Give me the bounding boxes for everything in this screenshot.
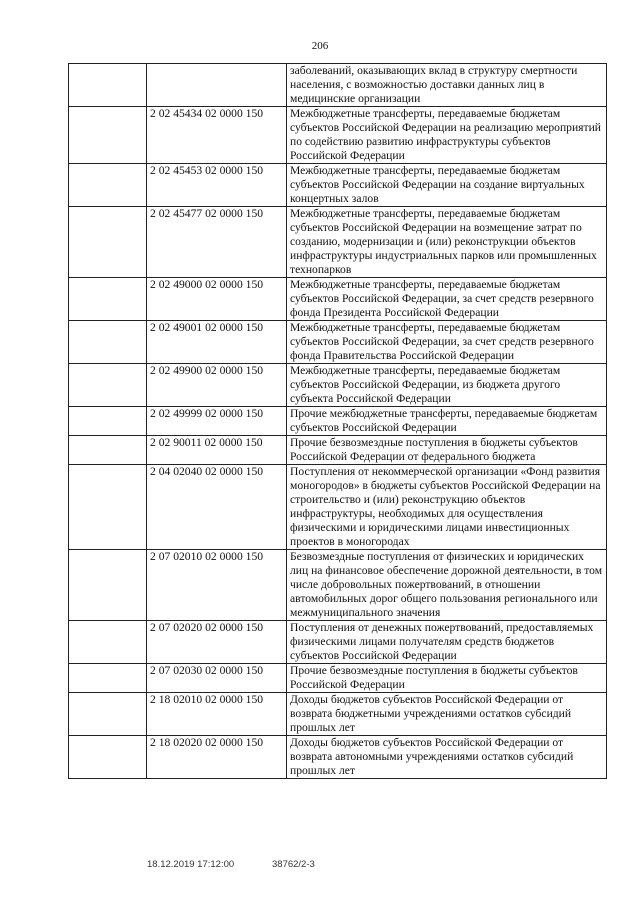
description-cell: Доходы бюджетов субъектов Российской Федерации от возврата бюджетными учреждениями остатков субсидий прошлых лет [287, 693, 607, 736]
table-row [69, 465, 607, 550]
code-cell: 2 02 45477 02 0000 150 [147, 207, 287, 278]
table-row [69, 407, 607, 436]
row-number-cell [69, 207, 147, 278]
description-cell: Поступления от денежных пожертвований, предоставляемых физическими лицами получателям средств бюджетов субъектов Российской Федерации [287, 621, 607, 664]
description-cell: заболеваний, оказывающих вклад в структуру смертности населения, с возможностью доставки данных лиц в медицинские организации [287, 64, 607, 107]
table-row [69, 321, 607, 364]
table-row [69, 693, 607, 736]
table-row [69, 278, 607, 321]
row-number-cell [69, 664, 147, 693]
table-row [69, 164, 607, 207]
row-number-cell [69, 64, 147, 107]
row-number-cell [69, 693, 147, 736]
row-number-cell [69, 550, 147, 621]
row-number-cell [69, 736, 147, 779]
table-row [69, 364, 607, 407]
table-row [69, 436, 607, 465]
row-number-cell [69, 321, 147, 364]
row-number-cell [69, 436, 147, 465]
table-row [69, 664, 607, 693]
row-number-cell [69, 621, 147, 664]
code-cell: 2 02 49900 02 0000 150 [147, 364, 287, 407]
row-number-cell [69, 164, 147, 207]
table-row [69, 107, 607, 164]
code-cell: 2 02 90011 02 0000 150 [147, 436, 287, 465]
code-cell: 2 02 49001 02 0000 150 [147, 321, 287, 364]
row-number-cell [69, 107, 147, 164]
code-cell: 2 07 02010 02 0000 150 [147, 550, 287, 621]
row-number-cell [69, 278, 147, 321]
description-cell: Прочие безвозмездные поступления в бюджеты субъектов Российской Федерации от федерального бюджета [287, 436, 607, 465]
row-number-cell [69, 364, 147, 407]
code-cell: 2 02 45434 02 0000 150 [147, 107, 287, 164]
description-cell: Доходы бюджетов субъектов Российской Федерации от возврата автономными учреждениями остатков субсидий прошлых лет [287, 736, 607, 779]
description-cell: Поступления от некоммерческой организации «Фонд развития моногородов» в бюджеты субъектов Российской Федерации на строительство и (или) реконструкцию объектов инфраструктуры, необходимых для осуществления физическими и юридическими лицами инвестиционных проектов в моногородах [287, 465, 607, 550]
footer-timestamp: 18.12.2019 17:12:00 [147, 859, 235, 870]
table-row [69, 736, 607, 779]
code-cell: 2 04 02040 02 0000 150 [147, 465, 287, 550]
page-number: 206 [311, 40, 329, 52]
table-row [69, 64, 607, 107]
code-cell: 2 07 02030 02 0000 150 [147, 664, 287, 693]
code-cell: 2 18 02010 02 0000 150 [147, 693, 287, 736]
description-cell: Прочие безвозмездные поступления в бюджеты субъектов Российской Федерации [287, 664, 607, 693]
description-cell: Прочие межбюджетные трансферты, передаваемые бюджетам субъектов Российской Федерации [287, 407, 607, 436]
description-cell: Межбюджетные трансферты, передаваемые бюджетам субъектов Российской Федерации, из бюджета другого субъекта Российской Федерации [287, 364, 607, 407]
code-cell: 2 02 49000 02 0000 150 [147, 278, 287, 321]
code-cell: 2 18 02020 02 0000 150 [147, 736, 287, 779]
description-cell: Межбюджетные трансферты, передаваемые бюджетам субъектов Российской Федерации на создание виртуальных концертных залов [287, 164, 607, 207]
row-number-cell [69, 407, 147, 436]
table-row [69, 207, 607, 278]
description-cell: Межбюджетные трансферты, передаваемые бюджетам субъектов Российской Федерации на возмещение затрат по созданию, модернизации и (или) реконструкции объектов инфраструктуры индустриальных парков или промышленных технопарков [287, 207, 607, 278]
description-cell: Межбюджетные трансферты, передаваемые бюджетам субъектов Российской Федерации, за счет средств резервного фонда Президента Российской Федерации [287, 278, 607, 321]
code-cell: 2 07 02020 02 0000 150 [147, 621, 287, 664]
budget-codes-table [68, 63, 607, 779]
table-row [69, 621, 607, 664]
code-cell: 2 02 49999 02 0000 150 [147, 407, 287, 436]
table-row [69, 550, 607, 621]
description-cell: Безвозмездные поступления от физических и юридических лиц на финансовое обеспечение дорожной деятельности, в том числе добровольных пожертвований, в отношении автомобильных дорог общего пользования регионального или межмуниципального значения [287, 550, 607, 621]
row-number-cell [69, 465, 147, 550]
code-cell: 2 02 45453 02 0000 150 [147, 164, 287, 207]
code-cell [147, 64, 287, 107]
description-cell: Межбюджетные трансферты, передаваемые бюджетам субъектов Российской Федерации на реализацию мероприятий по содействию развитию инфраструктуры субъектов Российской Федерации [287, 107, 607, 164]
footer-doc-id: 38762/2-3 [272, 859, 315, 870]
description-cell: Межбюджетные трансферты, передаваемые бюджетам субъектов Российской Федерации, за счет средств резервного фонда Правительства Российской Федерации [287, 321, 607, 364]
